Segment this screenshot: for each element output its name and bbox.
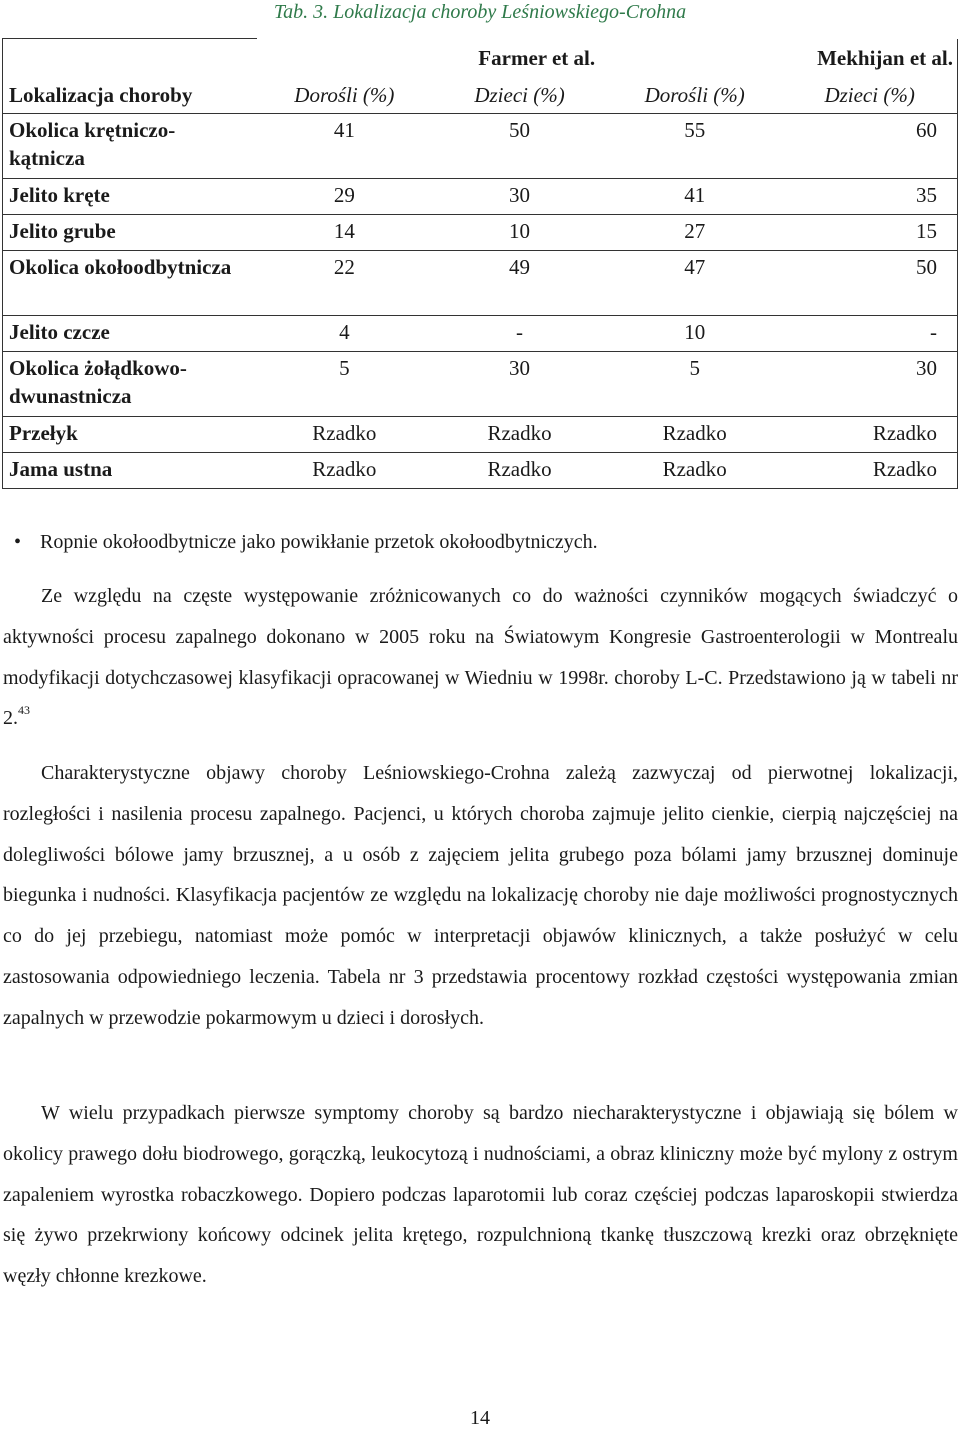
bullet-symbol: • (14, 531, 22, 553)
table-caption: Tab. 3. Lokalizacja choroby Leśniowskiego-Crohna (273, 1, 687, 23)
paragraph-classification (3, 576, 958, 739)
table-cell: 47 (607, 250, 782, 315)
table-cell: 29 (257, 178, 432, 214)
table-cell: 15 (782, 214, 957, 250)
row-label: Okolica żołądkowo-dwunastnicza (3, 351, 257, 416)
row-label: Jama ustna (3, 452, 257, 488)
table-cell: Rzadko (607, 416, 782, 452)
table-cell: 41 (607, 178, 782, 214)
column-header-adults-farmer: Dorośli (%) (257, 77, 432, 114)
row-label: Jelito grube (3, 214, 257, 250)
paragraph-text: Ze względu na częste występowanie zróżnicowanych co do ważności czynników mogących świadczyć o aktywności procesu zapalnego dokonano w 2005 roku na Światowym Kongresie Gastroenterologii w Montrealu modyfikacji dotychczasowej klasyfikacji opracowanej w Wiedniu w 1998r. choroby L-C. Przedstawiono ją w tabeli nr 2. (3, 585, 958, 730)
table-row (3, 315, 958, 351)
table-row (3, 214, 958, 250)
row-label: Przełyk (3, 416, 257, 452)
row-label: Okolica okołoodbytnicza (3, 250, 257, 315)
table-cell: 49 (432, 250, 607, 315)
row-label: Jelito czcze (3, 315, 257, 351)
paragraph-text: Charakterystyczne objawy choroby Leśniowskiego-Crohna zależą zazwyczaj od pierwotnej lokalizacji, rozległości i nasilenia procesu zapalnego. Pacjenci, u których choroba zajmuje jelito cienkie, cierpią najczęściej na dolegliwości bólowe jamy brzusznej, a u osób z zajęciem jelita grubego poza bólami jamy brzusznej dominuje biegunka i nudności. Klasyfikacja pacjentów ze względu na lokalizację choroby nie daje możliwości prognostycznych co do jej przebiegu, natomiast może pomóc w interpretacji objawów klinicznych, a także posłużyć w celu zastosowania odpowiedniego leczenia. Tabela nr 3 przedstawia procentowy rozkład częstości występowania zmian zapalnych w przewodzie pokarmowym u dzieci i dorosłych. (3, 762, 958, 1029)
localization-table (2, 38, 958, 489)
column-header-children-farmer: Dzieci (%) (432, 77, 607, 114)
table-cell: Rzadko (782, 416, 957, 452)
table-cell: Rzadko (257, 416, 432, 452)
table-cell: 41 (257, 113, 432, 178)
table-cell: 10 (607, 315, 782, 351)
table-cell: 10 (432, 214, 607, 250)
citation-superscript: 43 (18, 703, 30, 718)
table-cell: - (432, 315, 607, 351)
paragraph-first-symptoms (3, 1093, 958, 1297)
table-cell: Rzadko (782, 452, 957, 488)
table-row (3, 416, 958, 452)
column-header-location: Lokalizacja choroby (3, 77, 257, 114)
table-cell: - (782, 315, 957, 351)
column-header-adults-mekhijan: Dorośli (%) (607, 77, 782, 114)
table-cell: 5 (607, 351, 782, 416)
table-group-header-row (3, 39, 958, 77)
table-cell: 30 (432, 178, 607, 214)
table-cell: 35 (782, 178, 957, 214)
table-column-header-row (3, 77, 958, 114)
paragraph-symptoms (3, 753, 958, 1039)
table-cell: 30 (782, 351, 957, 416)
row-label: Jelito kręte (3, 178, 257, 214)
paragraph-text: W wielu przypadkach pierwsze symptomy choroby są bardzo niecharakterystyczne i objawiają się bólem w okolicy prawego dołu biodrowego, gorączką, leukocytozą i nudnościami, a obraz kliniczny może być mylony z ostrym zapaleniem wyrostka robaczkowego. Dopiero podczas laparotomii lub coraz częściej podczas laparoskopii stwierdza się żywo przekrwiony końcowy odcinek jelita krętego, rozpulchnioną tkankę tłuszczową krezki oraz obrzęknięte węzły chłonne krezkowe. (3, 1102, 958, 1288)
page-number: 14 (470, 1407, 490, 1429)
table-cell: 14 (257, 214, 432, 250)
table-cell: 55 (607, 113, 782, 178)
table-cell: Rzadko (432, 452, 607, 488)
table-cell: Rzadko (607, 452, 782, 488)
empty-header-cell (3, 39, 257, 77)
table-cell: 30 (432, 351, 607, 416)
table-row (3, 178, 958, 214)
table-cell: 50 (432, 113, 607, 178)
row-label: Okolica krętniczo-kątnicza (3, 113, 257, 178)
group-header-mekhijan: Mekhijan et al. (607, 39, 957, 77)
bullet-item (14, 529, 598, 555)
table-cell: 27 (607, 214, 782, 250)
table-cell: Rzadko (257, 452, 432, 488)
table-row (3, 351, 958, 416)
table-cell: 5 (257, 351, 432, 416)
table-row (3, 452, 958, 488)
table-cell: 60 (782, 113, 957, 178)
table-row (3, 113, 958, 178)
table-cell: 22 (257, 250, 432, 315)
table-row (3, 250, 958, 315)
table-cell: 50 (782, 250, 957, 315)
column-header-children-mekhijan: Dzieci (%) (782, 77, 957, 114)
table-cell: 4 (257, 315, 432, 351)
table-cell: Rzadko (432, 416, 607, 452)
bullet-text: Ropnie okołoodbytnicze jako powikłanie przetok okołoodbytniczych. (40, 531, 598, 553)
group-header-farmer: Farmer et al. (478, 45, 596, 70)
